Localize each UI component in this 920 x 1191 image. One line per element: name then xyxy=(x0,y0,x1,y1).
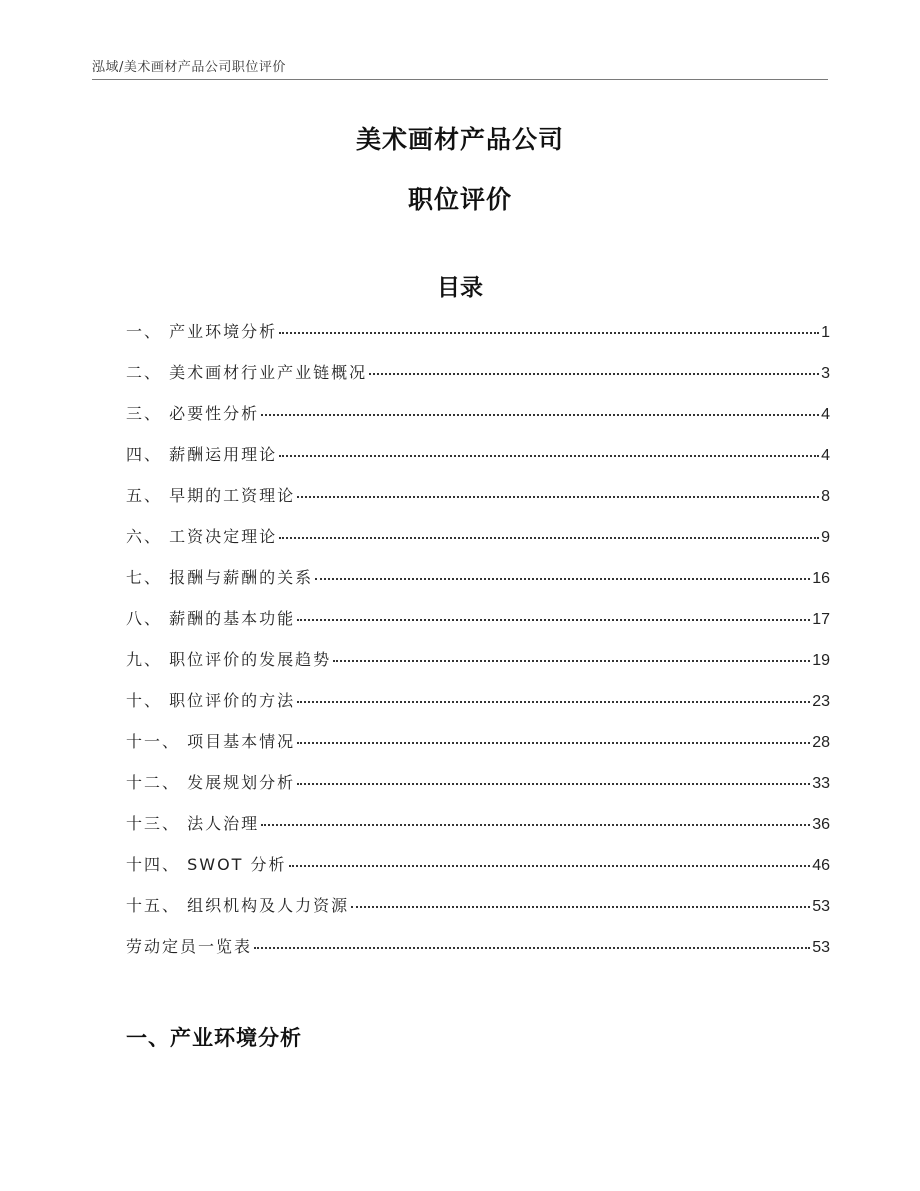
toc-entry-page: 3 xyxy=(821,365,830,382)
toc-dot-leader xyxy=(261,414,819,416)
toc-entry-page: 28 xyxy=(812,734,830,751)
toc-dot-leader xyxy=(351,906,810,908)
toc-entry-label: 七、 报酬与薪酬的关系 xyxy=(126,568,314,587)
toc-entry[interactable] xyxy=(126,811,830,852)
toc-entry-label: 十三、 法人治理 xyxy=(126,814,260,833)
toc-entry[interactable] xyxy=(126,893,830,934)
toc-entry-label: 十二、 发展规划分析 xyxy=(126,773,296,792)
toc-entry[interactable] xyxy=(126,524,830,565)
toc-dot-leader xyxy=(279,537,819,539)
table-of-contents xyxy=(126,319,830,975)
toc-entry-page: 53 xyxy=(812,898,830,915)
toc-dot-leader xyxy=(297,742,810,744)
toc-entry-label: 三、 必要性分析 xyxy=(126,404,260,423)
toc-entry-page: 46 xyxy=(812,857,830,874)
toc-entry[interactable] xyxy=(126,401,830,442)
toc-entry-label: 八、 薪酬的基本功能 xyxy=(126,609,296,628)
toc-entry-page: 8 xyxy=(821,488,830,505)
toc-entry-label: 劳动定员一览表 xyxy=(126,937,253,956)
toc-entry-label: 九、 职位评价的发展趋势 xyxy=(126,650,332,669)
toc-entry[interactable] xyxy=(126,360,830,401)
toc-entry-page: 4 xyxy=(821,406,830,423)
running-header: 泓域/美术画材产品公司职位评价 xyxy=(92,60,286,75)
toc-entry-page: 1 xyxy=(821,324,830,341)
toc-entry-label: 四、 薪酬运用理论 xyxy=(126,445,278,464)
toc-entry[interactable] xyxy=(126,852,830,893)
toc-dot-leader xyxy=(315,578,810,580)
toc-entry-label: 六、 工资决定理论 xyxy=(126,527,278,546)
toc-entry-page: 53 xyxy=(812,939,830,956)
toc-entry[interactable] xyxy=(126,688,830,729)
document-title: 美术画材产品公司 xyxy=(355,125,564,154)
toc-dot-leader xyxy=(279,332,819,334)
toc-entry-page: 9 xyxy=(821,529,830,546)
toc-entry[interactable] xyxy=(126,647,830,688)
toc-dot-leader xyxy=(289,865,811,867)
toc-dot-leader xyxy=(279,455,819,457)
toc-entry-page: 36 xyxy=(812,816,830,833)
toc-entry-page: 19 xyxy=(812,652,830,669)
toc-dot-leader xyxy=(297,701,810,703)
toc-entry-label: 二、 美术画材行业产业链概况 xyxy=(126,363,368,382)
header-divider xyxy=(92,79,828,80)
toc-dot-leader xyxy=(369,373,819,375)
toc-entry-page: 4 xyxy=(821,447,830,464)
toc-dot-leader xyxy=(333,660,810,662)
toc-entry[interactable] xyxy=(126,770,830,811)
toc-entry-page: 16 xyxy=(812,570,830,587)
toc-entry-label: 十五、 组织机构及人力资源 xyxy=(126,896,350,915)
toc-entry-page: 17 xyxy=(812,611,830,628)
toc-dot-leader xyxy=(261,824,810,826)
toc-entry[interactable] xyxy=(126,606,830,647)
toc-entry-page: 23 xyxy=(812,693,830,710)
document-subtitle: 职位评价 xyxy=(407,185,512,214)
toc-entry[interactable] xyxy=(126,729,830,770)
toc-entry[interactable] xyxy=(126,319,830,360)
toc-dot-leader xyxy=(297,619,810,621)
toc-heading: 目录 xyxy=(437,275,483,301)
toc-entry-label: 十、 职位评价的方法 xyxy=(126,691,296,710)
toc-entry[interactable] xyxy=(126,565,830,606)
toc-entry[interactable] xyxy=(126,934,830,975)
toc-entry-page: 33 xyxy=(812,775,830,792)
toc-entry-label: 十一、 项目基本情况 xyxy=(126,732,296,751)
toc-entry-label: 一、 产业环境分析 xyxy=(126,322,278,341)
toc-entry-label: 五、 早期的工资理论 xyxy=(126,486,296,505)
toc-entry-label: 十四、 SWOT 分析 xyxy=(126,855,287,874)
toc-entry[interactable] xyxy=(126,483,830,524)
toc-dot-leader xyxy=(297,783,810,785)
toc-entry[interactable] xyxy=(126,442,830,483)
toc-dot-leader xyxy=(254,947,810,949)
toc-dot-leader xyxy=(297,496,819,498)
section-heading: 一、产业环境分析 xyxy=(126,1026,302,1050)
